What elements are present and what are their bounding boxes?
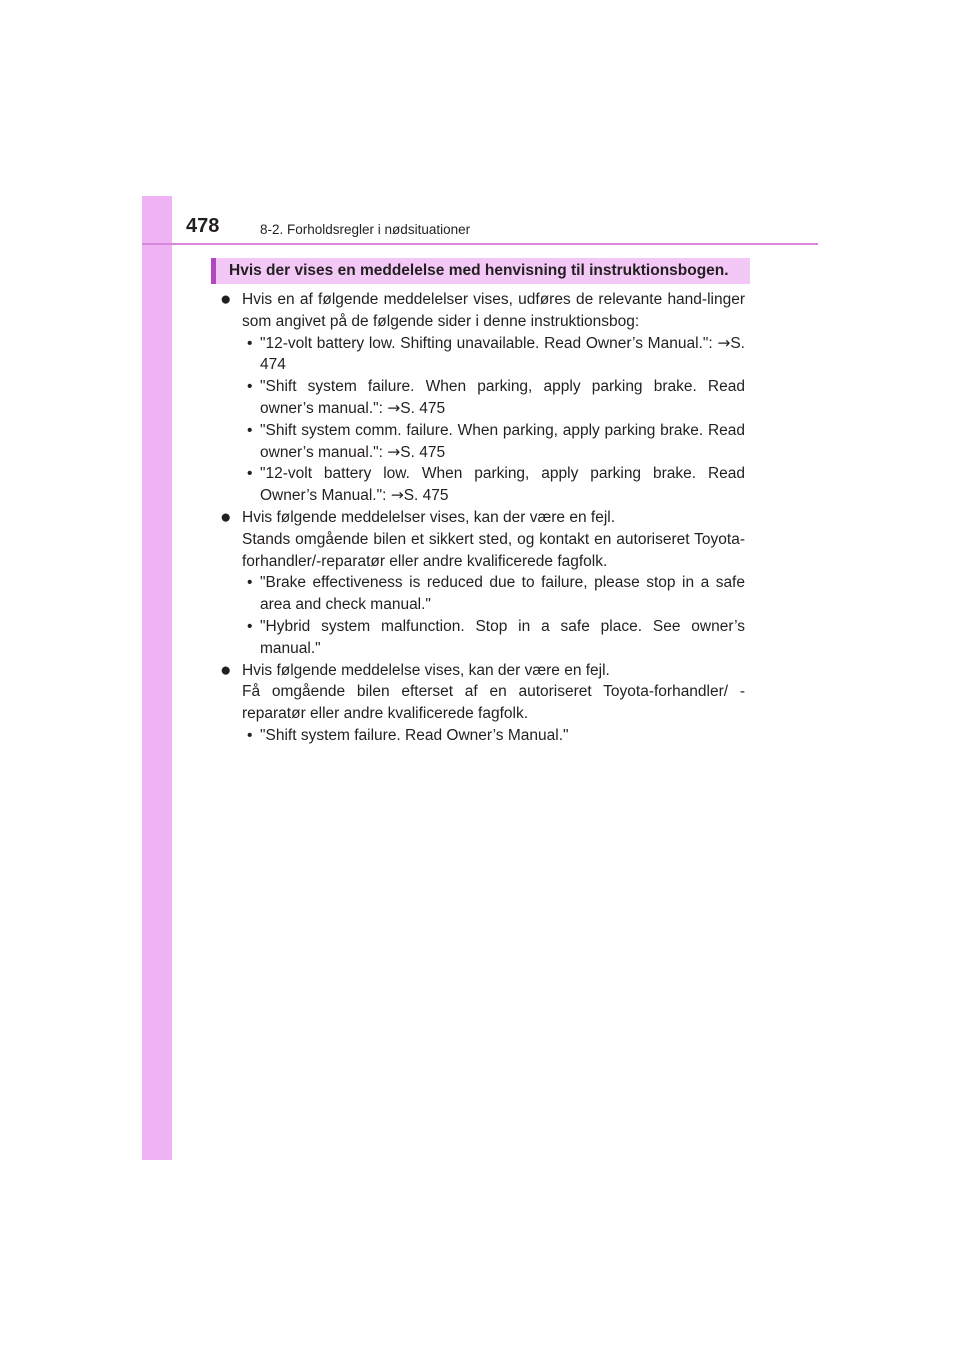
page-reference: S. 475 bbox=[403, 487, 449, 505]
side-color-band bbox=[142, 196, 172, 1160]
dot-icon: • bbox=[247, 465, 253, 483]
message-text: "12-volt battery low. When parking, apply parking brake. Read Owner’s Manual.": bbox=[260, 465, 745, 505]
message-text: "Shift system failure. When parking, apply parking brake. Read owner’s manual.": bbox=[260, 378, 745, 417]
message-text: "12-volt battery low. Shifting unavailable. Read Owner’s Manual.": bbox=[260, 334, 718, 352]
message-text: "Brake effectiveness is reduced due to failure, please stop in a safe area and check manual." bbox=[260, 574, 745, 614]
content bbox=[220, 289, 745, 747]
section-heading-box bbox=[211, 258, 750, 284]
header-background bbox=[142, 196, 818, 243]
dot-icon: • bbox=[247, 421, 253, 439]
dot-icon: • bbox=[247, 334, 253, 352]
dot-icon: • bbox=[247, 574, 253, 592]
header-side-tab bbox=[142, 196, 172, 243]
message-text: "Hybrid system malfunction. Stop in a safe place. See owner’s manual." bbox=[260, 617, 745, 657]
paragraph-2 bbox=[220, 507, 745, 572]
paragraph-intro: Hvis følgende meddelelse vises, kan der være en fejl. bbox=[242, 661, 610, 679]
paragraph-3 bbox=[220, 660, 745, 725]
section-title: Hvis der vises en meddelelse med henvisning til instruktionsbogen. bbox=[229, 262, 729, 279]
paragraph-intro: Hvis en af følgende meddelelser vises, udføres de relevante hand-linger som angivet på de følgende sider i denne instruktionsbog: bbox=[242, 291, 745, 330]
message-text: "Shift system comm. failure. When parking, apply parking brake. Read owner’s manual.": bbox=[260, 421, 745, 461]
message-item bbox=[220, 616, 745, 660]
page-reference: S. 475 bbox=[400, 443, 446, 461]
chapter-title: 8-2. Forholdsregler i nødsituationer bbox=[260, 222, 471, 237]
paragraph-instruction: Få omgående bilen efterset af en autoriseret Toyota-forhandler/ -reparatør eller andre kvalificerede fagfolk. bbox=[242, 683, 745, 723]
message-item bbox=[220, 725, 745, 747]
message-item bbox=[220, 376, 745, 420]
message-item bbox=[220, 333, 745, 377]
dot-icon: • bbox=[247, 378, 253, 396]
arrow-icon: → bbox=[717, 333, 731, 352]
page-reference: S. 474 bbox=[260, 334, 745, 374]
message-item bbox=[220, 572, 745, 616]
bullet-icon: ● bbox=[220, 659, 232, 681]
paragraph-1 bbox=[220, 289, 745, 333]
paragraph-instruction: Stands omgående bilen et sikkert sted, og kontakt en autoriseret Toyota-forhandler/-reparatør eller andre kvalificerede fagfolk. bbox=[242, 530, 745, 570]
arrow-icon: → bbox=[387, 398, 401, 417]
message-item bbox=[220, 463, 745, 507]
dot-icon: • bbox=[247, 726, 253, 744]
arrow-icon: → bbox=[387, 442, 401, 461]
bullet-icon: ● bbox=[220, 289, 232, 310]
bullet-icon: ● bbox=[220, 506, 232, 528]
dot-icon: • bbox=[247, 617, 253, 635]
header-rule bbox=[142, 243, 818, 245]
page-number: 478 bbox=[186, 215, 220, 237]
message-text: "Shift system failure. Read Owner’s Manual." bbox=[260, 726, 569, 744]
paragraph-intro: Hvis følgende meddelelser vises, kan der være en fejl. bbox=[242, 508, 616, 526]
arrow-icon: → bbox=[390, 486, 404, 505]
message-item bbox=[220, 420, 745, 464]
page-reference: S. 475 bbox=[400, 399, 446, 417]
